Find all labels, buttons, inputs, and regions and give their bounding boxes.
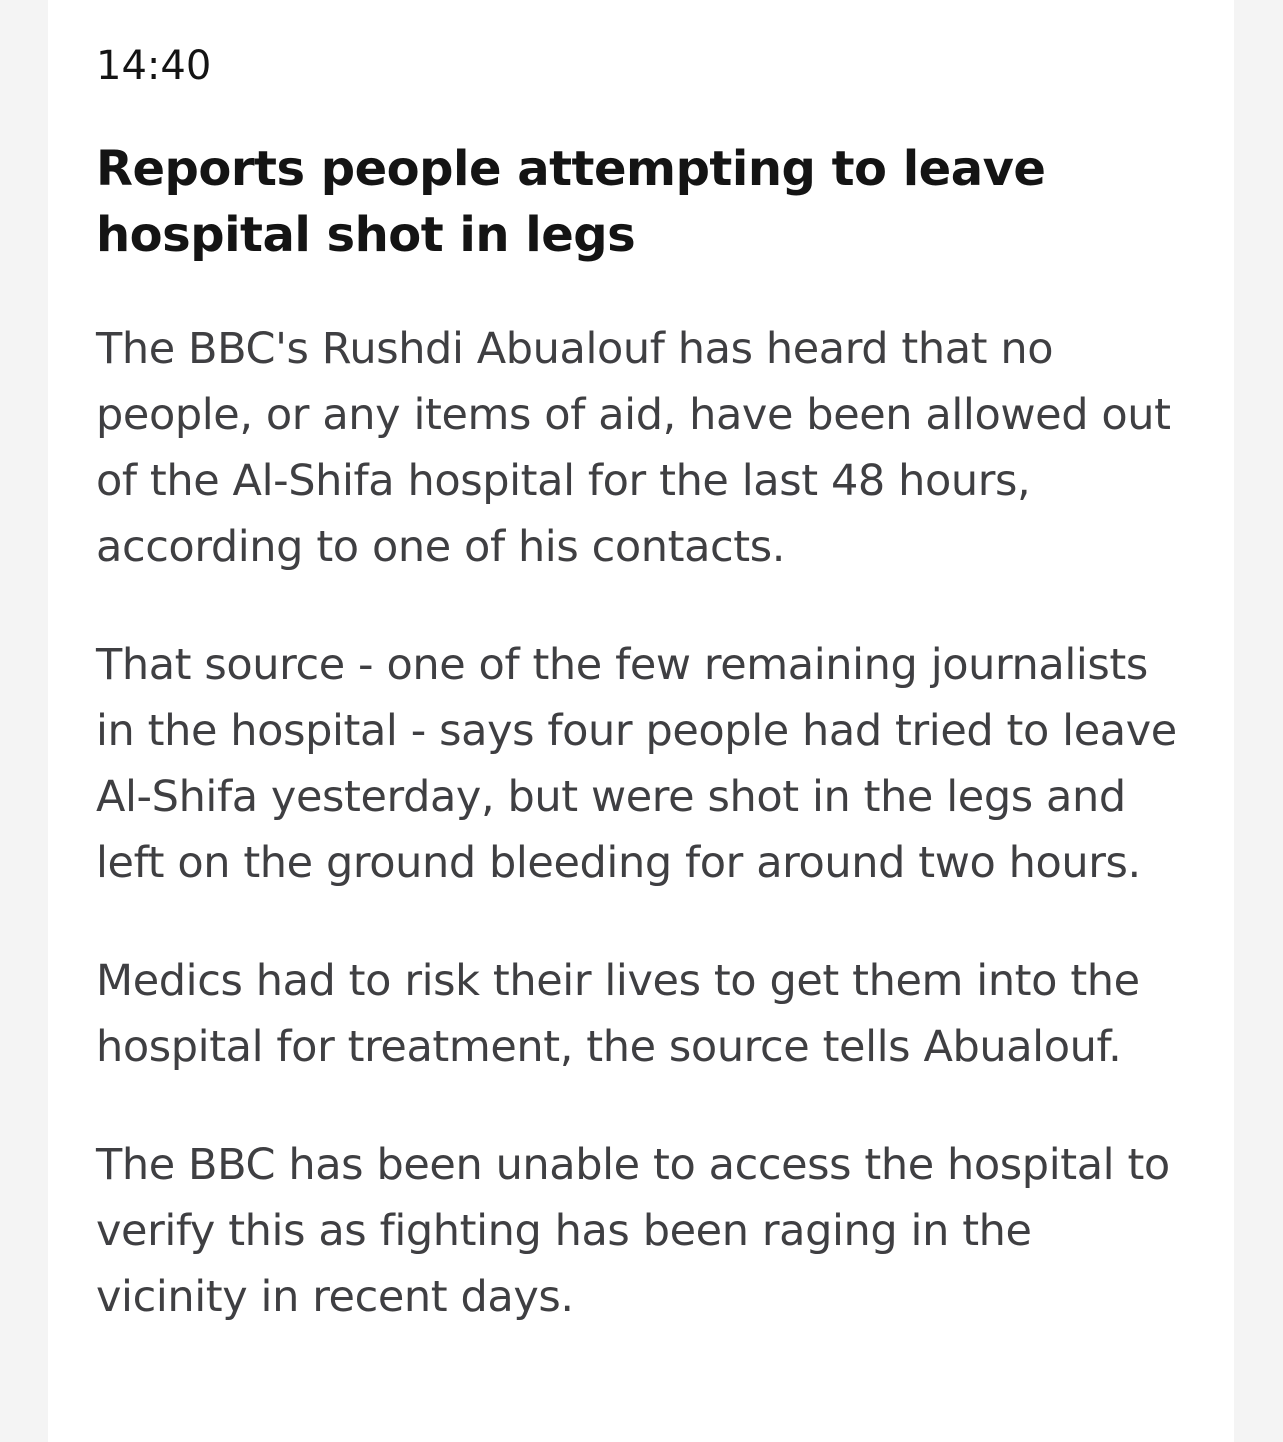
post-paragraph: Medics had to risk their lives to get them into the hospital for treatment, the source tells Abualouf. [96,956,1140,1072]
post-paragraph: That source - one of the few remaining journalists in the hospital - says four people had tried to leave Al-Shifa yesterday, but were shot in the legs and left on the ground bleeding for around two hours. [96,640,1177,888]
post-body [96,316,1196,1330]
post-paragraph: The BBC's Rushdi Abualouf has heard that no people, or any items of aid, have been allowed out of the Al-Shifa hospital for the last 48 hours, according to one of his contacts. [96,324,1171,572]
live-post-content [96,36,1196,1382]
post-timestamp: 14:40 [96,43,212,89]
post-paragraph: The BBC has been unable to access the hospital to verify this as fighting has been raging in the vicinity in recent days. [96,1140,1170,1322]
live-post-card [48,0,1234,1442]
post-headline: Reports people attempting to leave hospital shot in legs [96,141,1046,263]
